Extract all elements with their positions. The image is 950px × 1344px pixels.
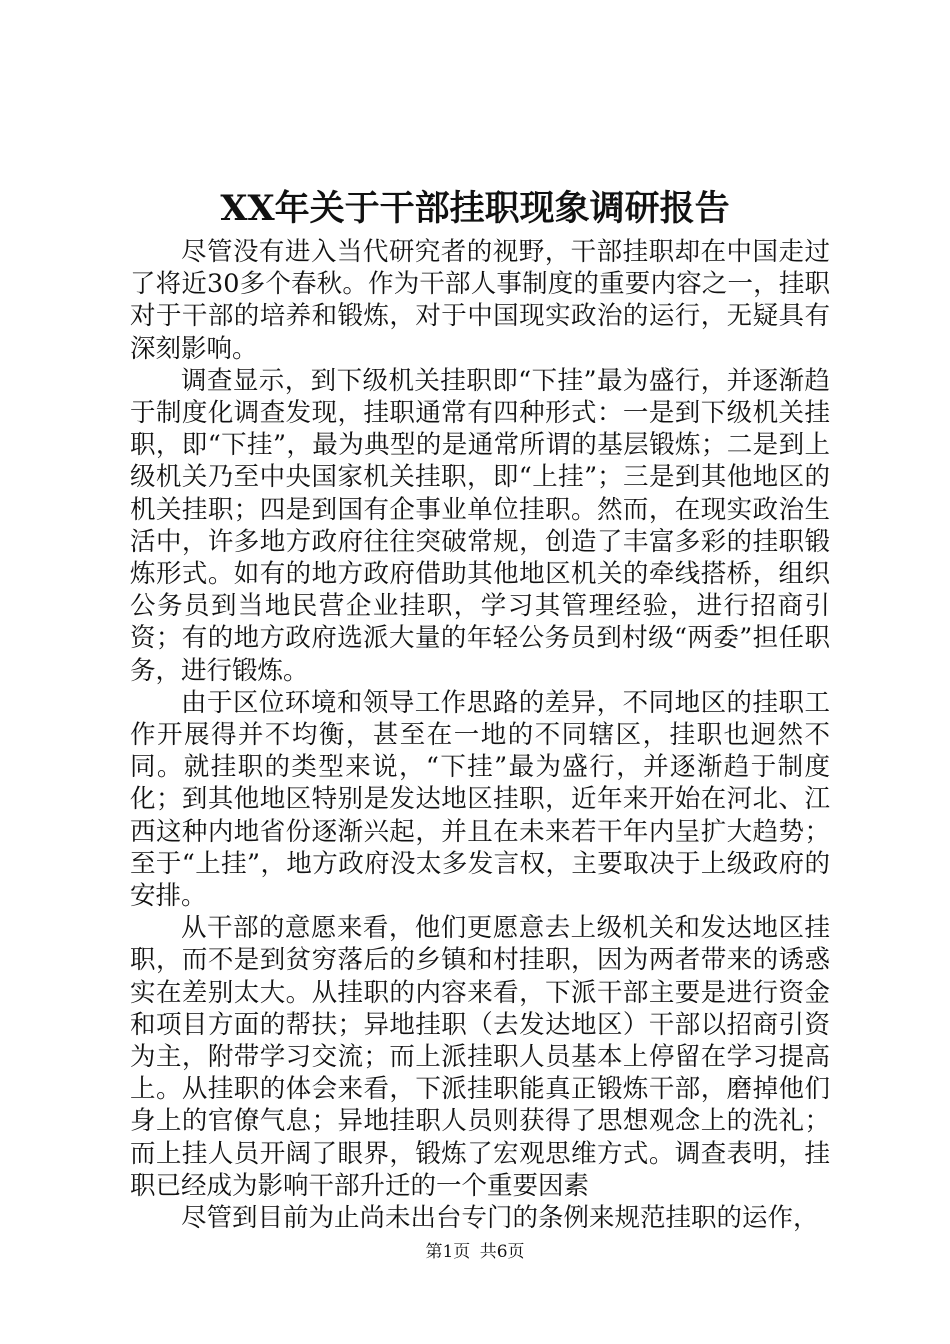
page-number-total: 共6页 [479,1242,525,1262]
paragraph-2: 调查显示，到下级机关挂职即“下挂”最为盛行，并逐渐趋于制度化调查发现，挂职通常有四种形式：一是到下级机关挂职，即“下挂”，最为典型的是通常所谓的基层锻炼；二是到上级机关乃至中央国家机关挂职，即“上挂”；三是到其他地区的机关挂职；四是到国有企事业单位挂职。然而，在现实政治生活中，许多地方政府往往突破常规，创造了丰富多彩的挂职锻炼形式。如有的地方政府借助其他地区机关的牵线搭桥，组织公务员到当地民营企业挂职，学习其管理经验，进行招商引资；有的地方政府选派大量的年轻公务员到村级“两委”担任职务，进行锻炼。 [130,365,830,686]
page-number-current: 第1页 [425,1242,471,1262]
paragraph-3: 由于区位环境和领导工作思路的差异，不同地区的挂职工作开展得并不均衡，甚至在一地的不同辖区，挂职也迥然不同。就挂职的类型来说，“下挂”最为盛行，并逐渐趋于制度化；到其他地区特别是发达地区挂职，近年来开始在河北、江西这种内地省份逐渐兴起，并且在未来若干年内呈扩大趋势；至于“上挂”，地方政府没太多发言权，主要取决于上级政府的安排。 [130,687,830,912]
paragraph-4: 从干部的意愿来看，他们更愿意去上级机关和发达地区挂职，而不是到贫穷落后的乡镇和村挂职，因为两者带来的诱惑实在差别太大。从挂职的内容来看，下派干部主要是进行资金和项目方面的帮扶；异地挂职（去发达地区）干部以招商引资为主，附带学习交流；而上派挂职人员基本上停留在学习提高上。从挂职的体会来看，下派挂职能真正锻炼干部，磨掉他们身上的官僚气息；异地挂职人员则获得了思想观念上的洗礼；而上挂人员开阔了眼界，锻炼了宏观思维方式。调查表明，挂职已经成为影响干部升迁的一个重要因素 [130,913,830,1201]
paragraph-5: 尽管到目前为止尚未出台专门的条例来规范挂职的运作， [181,1203,819,1234]
paragraph-1: 尽管没有进入当代研究者的视野，干部挂职却在中国走过了将近30多个春秋。作为干部人事制度的重要内容之一，挂职对于干部的培养和锻炼，对于中国现实政治的运行，无疑具有深刻影响。 [130,237,830,364]
page-footer [0,1240,950,1264]
document-body [130,236,830,1234]
document-title: XX年关于干部挂职现象调研报告 [220,188,730,229]
